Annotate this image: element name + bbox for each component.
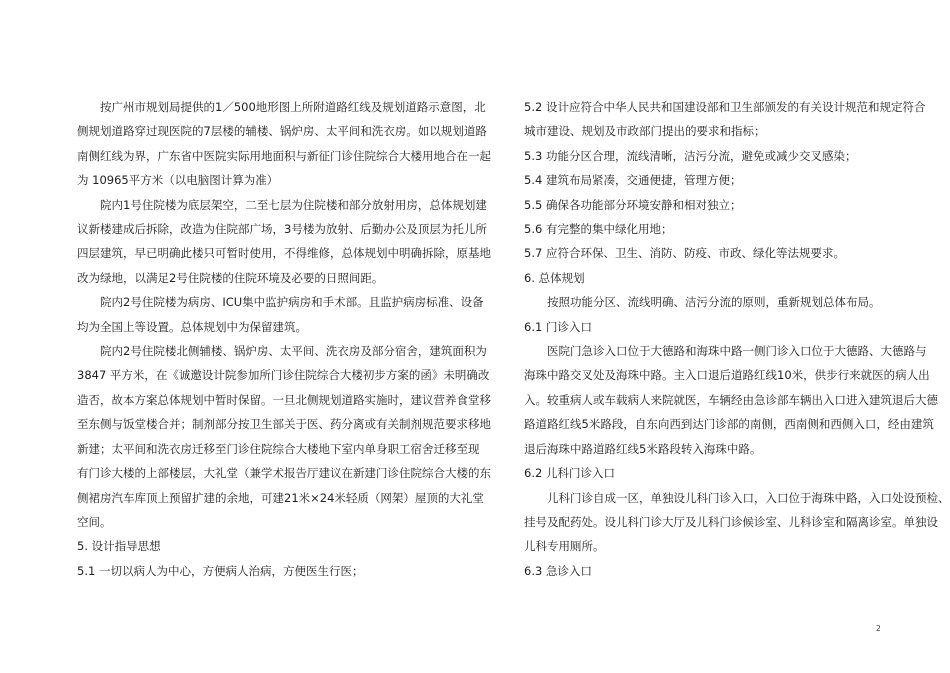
text-line: 退后海珠中路道路红线5米路段转入海珠中路。 <box>524 441 762 456</box>
text-line: 为 10965平方米（以电脑图计算为准） <box>77 173 279 188</box>
text-line: 入。较重病人或车载病人来院就医，车辆经由急诊部车辆出入口进入建筑退后大德 <box>524 392 938 407</box>
text-line: 5.3 功能分区合理，流线清晰，洁污分流，避免或减少交叉感染； <box>524 148 857 163</box>
text-line: 侧规划道路穿过现医院的7层楼的辅楼、锅炉房、太平间和洗衣房。如以规划道路 <box>77 124 487 139</box>
left-column <box>77 95 491 583</box>
text-line: 造否，故本方案总体规划中暂时保留。一旦北侧规划道路实施时，建议营养食堂移 <box>77 392 491 407</box>
text-line: 侧裙房汽车库顶上预留扩建的余地，可建21米×24米轻质（网架）屋顶的大礼堂 <box>77 490 484 505</box>
text-line: 新建；太平间和洗衣房迁移至门诊住院综合大楼地下室内单身职工宿舍迁移至现 <box>77 441 480 456</box>
text-line: 均为全国上等设置。总体规划中为保留建筑。 <box>77 319 307 334</box>
text-line: 医院门急诊入口位于大德路和海珠中路一侧门诊入口位于大德路、大德路与 <box>547 344 927 359</box>
text-line: 按照功能分区、流线明确、洁污分流的原则，重新规划总体布局。 <box>547 295 881 310</box>
text-line: 儿科专用厕所。 <box>524 539 605 554</box>
text-line: 院内1号住院楼为底层架空，二至七层为住院楼和部分放射用房，总体规划建 <box>100 197 487 212</box>
text-line: 院内2号住院楼为病房、ICU集中监护病房和手术部。且监护病房标准、设备 <box>100 295 484 310</box>
text-line: 路道路红线5米路段，自东向西到达门诊部的南侧，西南侧和西侧入口，经由建筑 <box>524 417 934 432</box>
subsection-heading: 6.1 门诊入口 <box>524 319 592 334</box>
text-line: 改为绿地，以满足2号住院楼的住院环境及必要的日照间距。 <box>77 270 384 285</box>
text-line: 5.1 一切以病人为中心，方便病人治病，方便医生行医； <box>77 563 364 578</box>
text-line: 3847 平方米，在《诚邀设计院参加所门诊住院综合大楼初步方案的函》未明确改 <box>77 368 490 383</box>
right-column <box>524 95 950 583</box>
text-line: 空间。 <box>77 514 112 529</box>
text-line: 5.2 设计应符合中华人民共和国建设部和卫生部颁发的有关设计规范和规定符合 <box>524 100 926 114</box>
text-line: 至东侧与饭堂楼合并；制剂部分按卫生部关于医、药分离或有关制剂规范要求移地 <box>77 417 491 432</box>
text-line: 南侧红线为界，广东省中医院实际用地面积与新征门诊住院综合大楼用地合在一起 <box>77 148 491 163</box>
section-heading: 5. 设计指导思想 <box>77 539 161 554</box>
text-line: 院内2号住院楼北侧辅楼、锅炉房、太平间、洗衣房及部分宿舍，建筑面积为 <box>100 344 487 359</box>
text-line: 5.5 确保各功能部分环境安静和相对独立； <box>524 197 742 212</box>
text-line: 城市建设、规划及市政部门提出的要求和指标； <box>524 124 766 139</box>
text-line: 5.7 应符合环保、卫生、消防、防疫、市政、绿化等法规要求。 <box>524 246 845 261</box>
subsection-heading: 6.3 急诊入口 <box>524 563 592 578</box>
text-line: 海珠中路交叉处及海珠中路。主入口退后道路红线10米，供步行来就医的病人出 <box>524 368 930 383</box>
text-line: 四层建筑，早已明确此楼只可暂时使用，不得维修，总体规划中明确拆除，原基地 <box>77 246 491 261</box>
text-line: 5.4 建筑布局紧凑，交通便捷，管理方便； <box>524 173 742 188</box>
subsection-heading: 6.2 儿科门诊入口 <box>524 466 615 481</box>
text-line: 按广州市规划局提供的1／500地形图上所附道路红线及规划道路示意图，北 <box>100 100 486 114</box>
text-line: 有门诊大楼的上部楼层，大礼堂（兼学术报告厅建议在新建门诊住院综合大楼的东 <box>77 466 491 481</box>
text-line: 儿科门诊自成一区，单独设儿科门诊入口，入口位于海珠中路，入口处设预检、 <box>547 490 950 505</box>
text-line: 5.6 有完整的集中绿化用地； <box>524 222 673 237</box>
page-number: 2 <box>876 624 881 633</box>
section-heading: 6. 总体规划 <box>524 270 585 285</box>
text-line: 议新楼建成后拆除，改造为住院部广场，3号楼为放射、后勤办公及顶层为托儿所 <box>77 222 487 237</box>
text-line: 挂号及配药处。设儿科门诊大厅及儿科门诊候诊室、儿科诊室和隔离诊室。单独设 <box>524 514 938 529</box>
